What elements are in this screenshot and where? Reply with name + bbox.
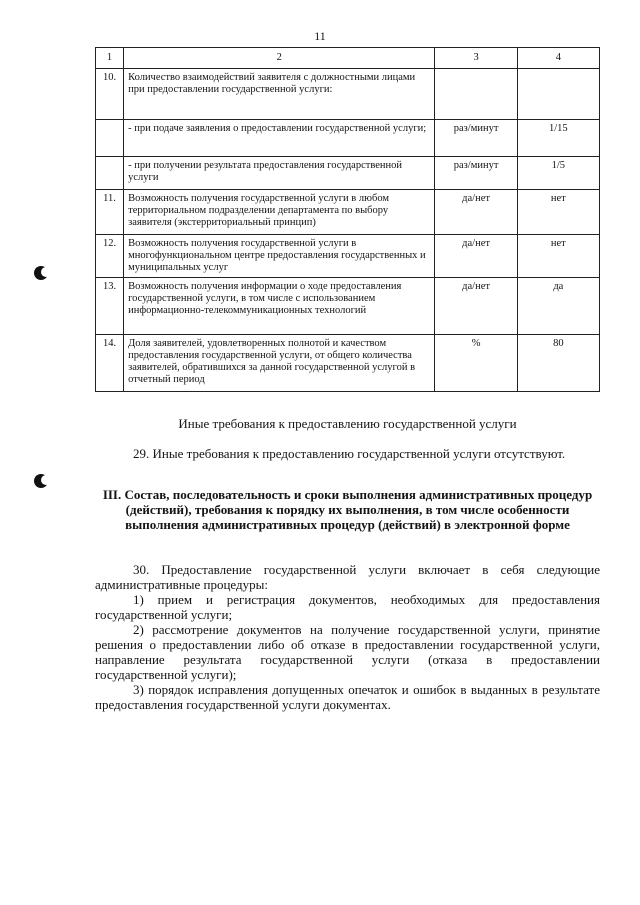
row-unit: раз/минут bbox=[435, 120, 517, 157]
punch-hole-mark bbox=[34, 474, 48, 488]
row-text: - при получении результата предоставления государственной услуги bbox=[124, 157, 435, 190]
row-value: нет bbox=[517, 235, 599, 278]
row-unit: раз/минут bbox=[435, 157, 517, 190]
empty-cell bbox=[435, 69, 517, 120]
row-unit: да/нет bbox=[435, 235, 517, 278]
table-row bbox=[96, 157, 600, 190]
row-value: 1/15 bbox=[517, 120, 599, 157]
row-number: 12. bbox=[96, 235, 124, 278]
row-unit: да/нет bbox=[435, 278, 517, 335]
row-text: - при подаче заявления о предоставлении государственной услуги; bbox=[124, 120, 435, 157]
row-value: 80 bbox=[517, 335, 599, 392]
paragraph-30: 30. Предоставление государственной услуги включает в себя следующие административные процедуры: bbox=[95, 562, 600, 592]
list-item: 3) порядок исправления допущенных опечаток и ошибок в выданных в результате предоставления государственной услуги документах. bbox=[95, 682, 600, 712]
table-row bbox=[96, 235, 600, 278]
table-header-row bbox=[96, 48, 600, 69]
list-item: 1) прием и регистрация документов, необходимых для предоставления государственной услуги; bbox=[95, 592, 600, 622]
table-row bbox=[96, 120, 600, 157]
row-text: Возможность получения государственной услуги в многофункциональном центре предоставления государственных и муниципальных услуг bbox=[124, 235, 435, 278]
row-text: Доля заявителей, удовлетворенных полнотой и качеством предоставления государственной услуги, от общего количества заявителей, обратившихся за данной государственной услугой в отчетный период bbox=[124, 335, 435, 392]
quality-indicators-table bbox=[95, 47, 600, 392]
row-number: 13. bbox=[96, 278, 124, 335]
header-cell: 2 bbox=[124, 48, 435, 69]
row-text: Количество взаимодействий заявителя с должностными лицами при предоставлении государственной услуги: bbox=[124, 69, 435, 120]
subsection-title: Иные требования к предоставлению государственной услуги bbox=[178, 416, 517, 431]
row-unit: % bbox=[435, 335, 517, 392]
row-value: нет bbox=[517, 190, 599, 235]
paragraph-29: 29. Иные требования к предоставлению государственной услуги отсутствуют. bbox=[133, 446, 566, 461]
table-row bbox=[96, 335, 600, 392]
row-number: 14. bbox=[96, 335, 124, 392]
empty-cell bbox=[96, 120, 124, 157]
list-item: 2) рассмотрение документов на получение государственной услуги, принятие решения о предоставлении либо об отказе в предоставлении государственной услуги, направление результата государственной услуги (отказа в предоставлении государственной услуги); bbox=[95, 622, 600, 682]
row-value: да bbox=[517, 278, 599, 335]
section-heading: III. Состав, последовательность и сроки выполнения административных процедур (действий), требования к порядку их выполнения, в том числе особенности выполнения административных процедур (действий) в электронной форме bbox=[102, 487, 593, 532]
row-number: 10. bbox=[96, 69, 124, 120]
header-cell: 3 bbox=[435, 48, 517, 69]
page-number: 11 bbox=[314, 29, 326, 43]
header-cell: 4 bbox=[517, 48, 599, 69]
table-row bbox=[96, 278, 600, 335]
row-number: 11. bbox=[96, 190, 124, 235]
empty-cell bbox=[517, 69, 599, 120]
table-row bbox=[96, 190, 600, 235]
header-cell: 1 bbox=[96, 48, 124, 69]
punch-hole-mark bbox=[34, 266, 48, 280]
empty-cell bbox=[96, 157, 124, 190]
table-row bbox=[96, 69, 600, 120]
row-unit: да/нет bbox=[435, 190, 517, 235]
row-text: Возможность получения государственной услуги в любом территориальном подразделении департамента по выбору заявителя (экстерриториальный принцип) bbox=[124, 190, 435, 235]
row-value: 1/5 bbox=[517, 157, 599, 190]
row-text: Возможность получения информации о ходе предоставления государственной услуги, в том числе с использованием информационно-телекоммуникационных технологий bbox=[124, 278, 435, 335]
